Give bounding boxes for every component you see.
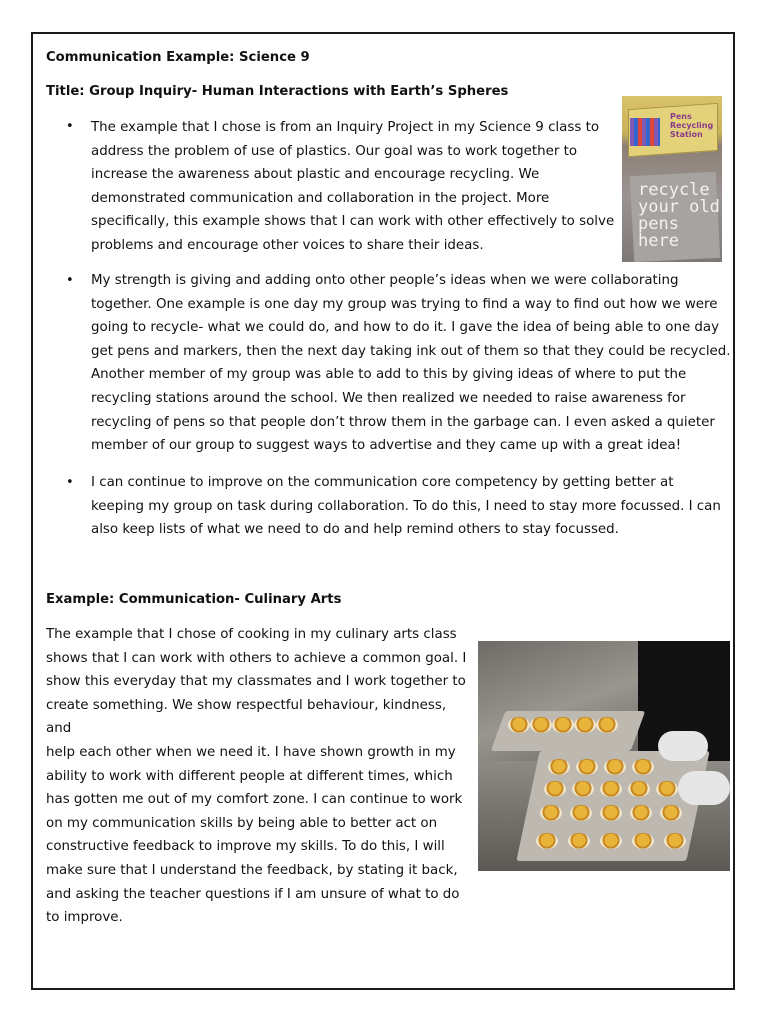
recycling-station-photo bbox=[622, 96, 722, 262]
tart bbox=[596, 717, 618, 733]
bullet-marker: • bbox=[66, 475, 74, 490]
section2-heading: Example: Communication- Culinary Arts bbox=[46, 592, 342, 607]
text-line: together. One example is one day my group was trying to find a way to find out how we were bbox=[91, 296, 718, 312]
tart bbox=[664, 833, 686, 849]
text-line: Another member of my group was able to add to this by giving ideas of where to put the bbox=[91, 367, 687, 383]
tart bbox=[656, 781, 678, 797]
tart bbox=[604, 759, 626, 775]
bullet-paragraph-3 bbox=[91, 471, 731, 542]
tart bbox=[548, 759, 570, 775]
text-line: recycling stations around the school. We then realized we needed to raise awareness for bbox=[91, 390, 686, 406]
recycle-sign-text: recycle your old pens here bbox=[638, 180, 720, 251]
tart bbox=[570, 805, 592, 821]
text-line: demonstrated communication and collaboration in the project. More bbox=[91, 190, 550, 206]
text-line: problems and encourage other voices to share their ideas. bbox=[91, 237, 484, 253]
text-line: constructive feedback to improve my skills. To do this, I will bbox=[46, 839, 445, 855]
tart bbox=[572, 781, 594, 797]
bullet-marker: • bbox=[66, 273, 74, 288]
text-line: keeping my group on task during collaboration. To do this, I need to stay more focussed. I can bbox=[91, 498, 721, 514]
text-line: The example that I chose of cooking in my culinary arts class bbox=[46, 627, 457, 642]
tart bbox=[536, 833, 558, 849]
tart bbox=[568, 833, 590, 849]
text-line: My strength is giving and adding onto other people’s ideas when we were collaborating bbox=[91, 273, 679, 288]
text-line: make sure that I understand the feedback, by stating it back, bbox=[46, 862, 458, 878]
text-line: to improve. bbox=[46, 910, 123, 926]
tart bbox=[600, 781, 622, 797]
section1-title: Title: Group Inquiry- Human Interactions with Earth’s Spheres bbox=[46, 84, 509, 99]
tart bbox=[632, 759, 654, 775]
text-line: specifically, this example shows that I can work with other effectively to solve bbox=[91, 214, 615, 230]
tart bbox=[544, 781, 566, 797]
text-line: get pens and markers, then the next day taking ink out of them so that they could be recycled. bbox=[91, 343, 731, 359]
text-line: member of our group to suggest ways to advertise and they came up with a great idea! bbox=[91, 438, 682, 454]
tart bbox=[530, 717, 552, 733]
pens-icon bbox=[630, 118, 660, 146]
bullet-paragraph-1 bbox=[91, 116, 621, 258]
bullet-marker: • bbox=[66, 119, 74, 134]
text-line: ability to work with different people at different times, which bbox=[46, 768, 453, 784]
text-line: has gotten me out of my comfort zone. I can continue to work bbox=[46, 792, 463, 808]
tart bbox=[632, 833, 654, 849]
text-line: recycling of pens so that people don’t throw them in the garbage can. I even asked a quieter bbox=[91, 414, 715, 430]
tart bbox=[508, 717, 530, 733]
tart bbox=[600, 833, 622, 849]
text-line: shows that I can work with others to achieve a common goal. I bbox=[46, 650, 467, 666]
box-label: Pens Recycling Station bbox=[670, 112, 714, 139]
tart bbox=[576, 759, 598, 775]
tart bbox=[540, 805, 562, 821]
text-line: on my communication skills by being able to better act on bbox=[46, 815, 438, 831]
section1-heading: Communication Example: Science 9 bbox=[46, 50, 310, 65]
tart bbox=[660, 805, 682, 821]
tart bbox=[552, 717, 574, 733]
text-line: and asking the teacher questions if I am unsure of what to do bbox=[46, 886, 460, 902]
tart bbox=[600, 805, 622, 821]
culinary-photo bbox=[478, 641, 730, 871]
culinary-paragraph bbox=[46, 623, 471, 930]
text-line: The example that I chose is from an Inquiry Project in my Science 9 class to bbox=[91, 120, 600, 135]
text-line: going to recycle- what we could do, and how to do it. I gave the idea of being able to one day bbox=[91, 320, 720, 336]
gloved-hand bbox=[658, 731, 708, 761]
gloved-hand bbox=[678, 771, 730, 805]
text-line: create something. We show respectful behaviour, kindness, and bbox=[46, 697, 447, 737]
text-line: help each other when we need it. I have shown growth in my bbox=[46, 744, 456, 760]
text-line: address the problem of use of plastics. Our goal was to work together to bbox=[91, 143, 578, 159]
tart bbox=[628, 781, 650, 797]
text-line: also keep lists of what we need to do and help remind others to stay focussed. bbox=[91, 522, 619, 538]
bullet-paragraph-2 bbox=[91, 269, 731, 458]
tart bbox=[630, 805, 652, 821]
text-line: show this everyday that my classmates and I work together to bbox=[46, 674, 466, 690]
tart bbox=[574, 717, 596, 733]
text-line: I can continue to improve on the communication core competency by getting better at bbox=[91, 475, 674, 490]
text-line: increase the awareness about plastic and encourage recycling. We bbox=[91, 167, 540, 183]
